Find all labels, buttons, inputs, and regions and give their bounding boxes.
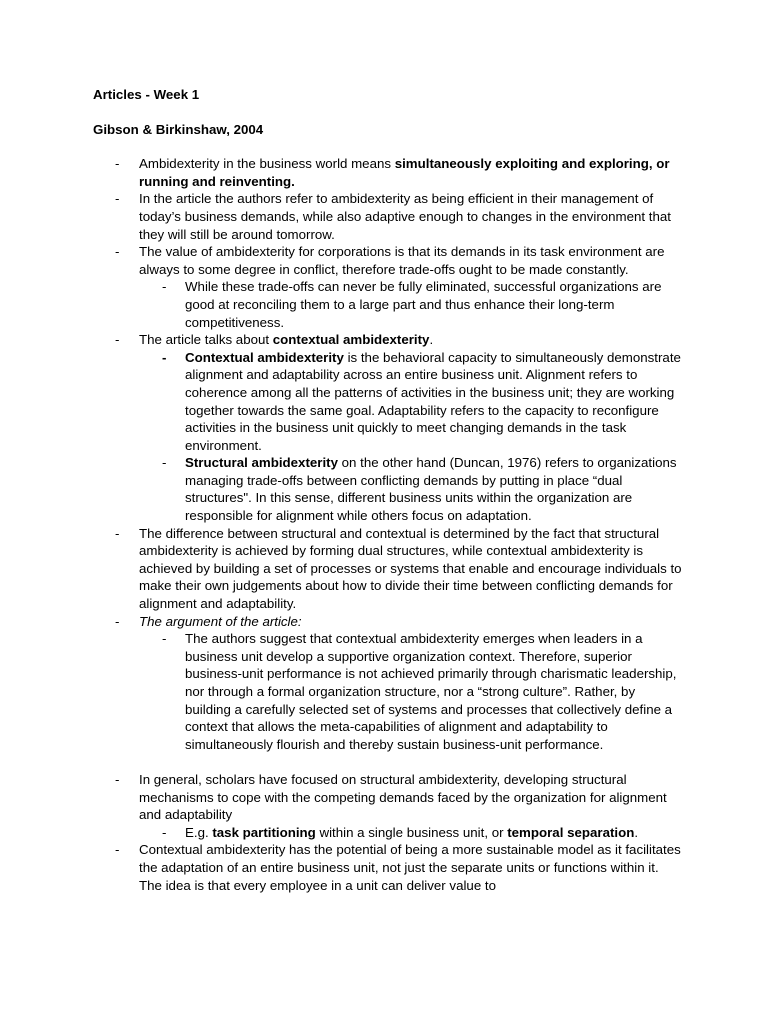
list-item: - In the article the authors refer to ambidexterity as being efficient in their management of today’s business demands, while also adaptive enough to changes in the environment that they will still be around tomorrow. xyxy=(115,191,671,242)
bullet-dash: - xyxy=(115,771,120,787)
bullet-dash: - xyxy=(115,525,120,541)
bullet-dash: - xyxy=(115,613,120,629)
bullet-dash: - xyxy=(162,279,167,295)
bullet-dash: - xyxy=(162,631,167,647)
list-item: - In general, scholars have focused on structural ambidexterity, developing structural mechanisms to cope with the competing demands faced by the organization for alignment and adaptability xyxy=(115,771,667,823)
section-heading: Gibson & Birkinshaw, 2004 xyxy=(93,121,264,137)
list-item: - The article talks about contextual ambidexterity. xyxy=(115,332,434,348)
bullet-dash: - xyxy=(115,332,120,348)
list-subitem: - E.g. task partitioning within a single business unit, or temporal separation. xyxy=(162,824,639,840)
bullet-dash: - xyxy=(115,191,120,207)
notes-list xyxy=(93,155,683,894)
document-page xyxy=(93,86,683,894)
list-item: - The argument of the article: xyxy=(115,613,302,629)
document-title: Articles - Week 1 xyxy=(93,87,200,102)
list-subitem: - Contextual ambidexterity is the behavioral capacity to simultaneously demonstrate alignment and adaptability across an entire business unit. Alignment refers to coherence among all the patterns of activities in the business unit; they are working together towards the same goal. Adaptability refers to the capacity to reconfigure activities in the business unit quickly to meet changing demands in the task environment. xyxy=(162,349,681,453)
list-item: - The value of ambidexterity for corporations is that its demands in its task environment are always to some degree in conflict, therefore trade-offs ought to be made constantly. xyxy=(115,244,665,277)
bullet-dash: - xyxy=(115,842,120,858)
list-item: - Contextual ambidexterity has the potential of being a more sustainable model as it facilitates the adaptation of an entire business unit, not just the separate units or functions within it. The idea is that every employee in a unit can deliver value to xyxy=(115,842,681,893)
bullet-dash: - xyxy=(115,156,120,172)
list-subitem: - Structural ambidexterity on the other hand (Duncan, 1976) refers to organizations managing trade-offs between conflicting demands by putting in place “dual structures". In this sense, different business units within the organization are responsible for alignment while others focus on adaptation. xyxy=(162,455,677,524)
list-item: - The difference between structural and contextual is determined by the fact that structural ambidexterity is achieved by forming dual structures, while contextual ambidexterity is achieved by building a set of processes or systems that enable and encourage individuals to make their own judgements about how to divide their time between conflicting demands for alignment and adaptability. xyxy=(115,525,682,612)
list-subitem: - While these trade-offs can never be fully eliminated, successful organizations are good at reconciling them to a large part and thus enhance their long-term competitiveness. xyxy=(162,279,662,330)
list-item: - Ambidexterity in the business world means simultaneously exploiting and exploring, or running and reinventing. xyxy=(115,156,670,189)
bullet-dash: - xyxy=(162,455,167,471)
list-subitem: - The authors suggest that contextual ambidexterity emerges when leaders in a business unit develop a supportive organization context. Therefore, superior business-unit performance is not achieved primarily through charismatic leadership, nor through a formal organization structure, nor a “strong culture”. Rather, by building a carefully selected set of systems and processes that collectively define a context that allows the meta-capabilities of alignment and adaptability to simultaneously flourish and thereby sustain business-unit performance. xyxy=(162,631,677,752)
bullet-dash: - xyxy=(162,824,167,840)
bullet-dash: - xyxy=(162,349,167,365)
bullet-dash: - xyxy=(115,244,120,260)
